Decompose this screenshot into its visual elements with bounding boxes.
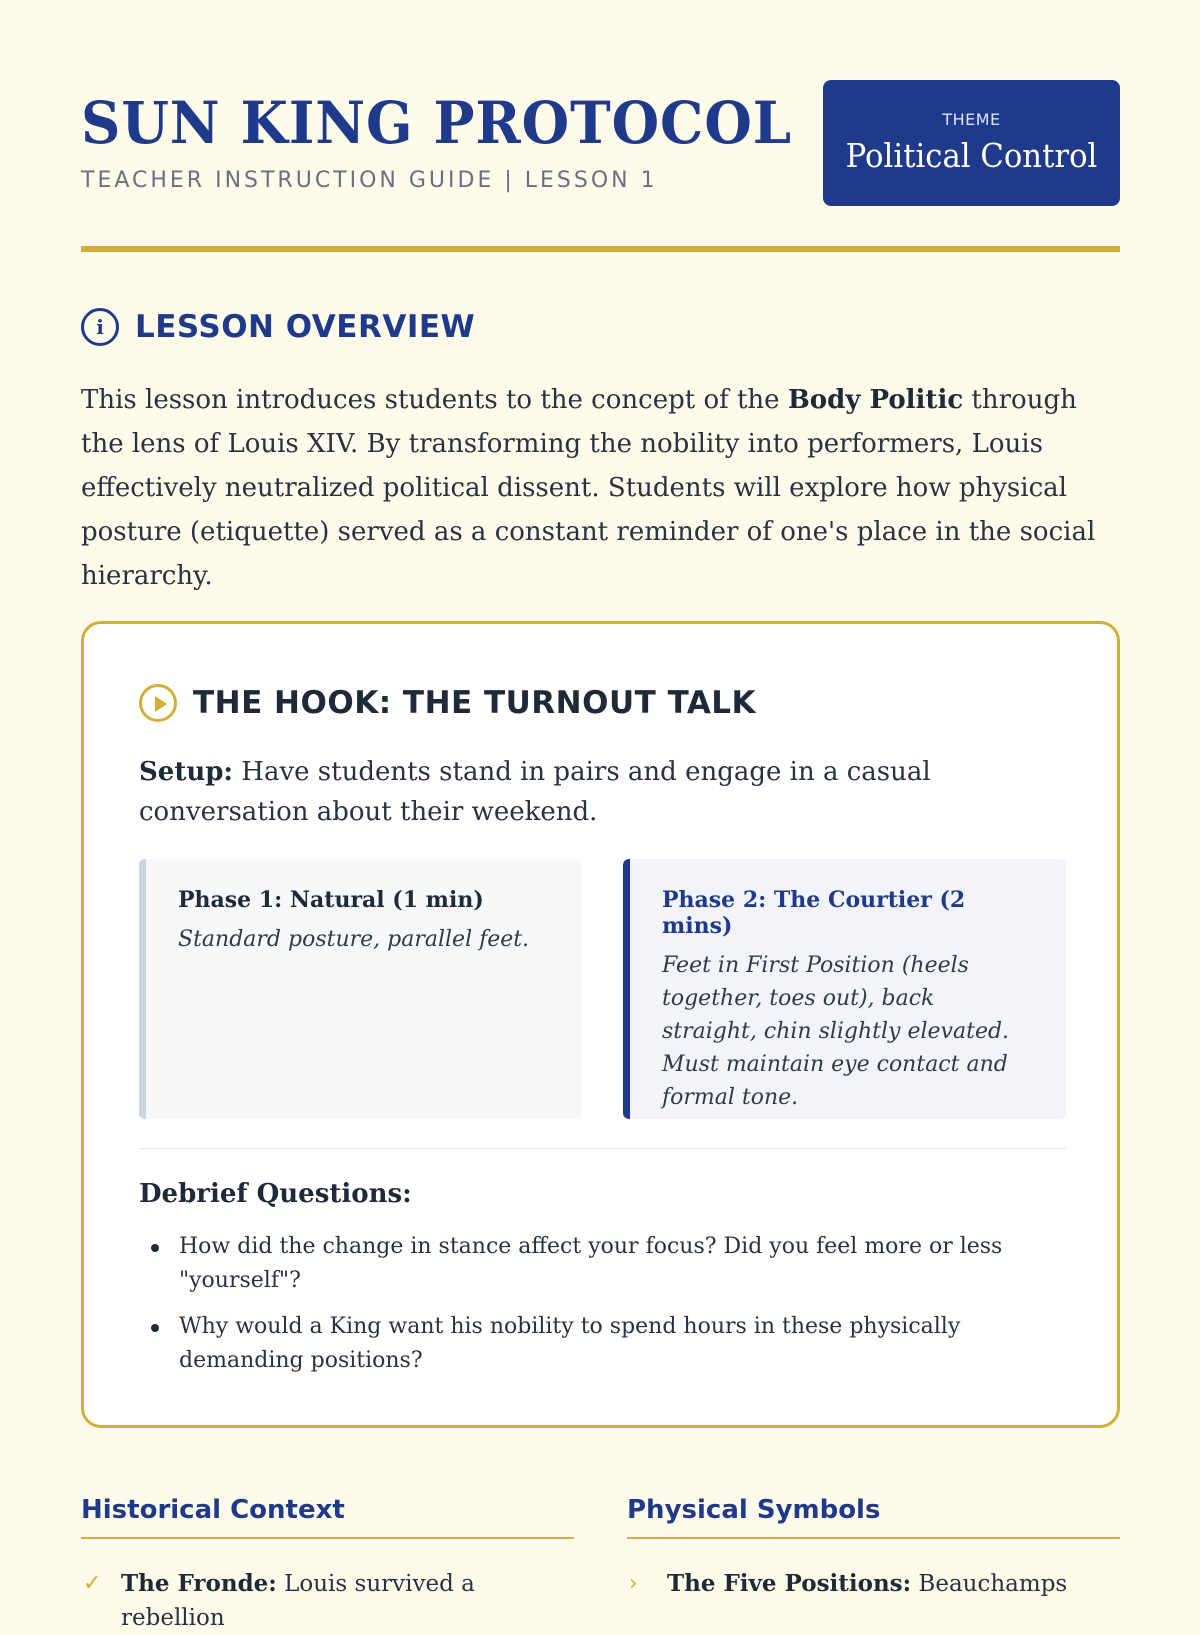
theme-label: THEME [942, 110, 1001, 129]
historical-context-section [81, 1495, 574, 1635]
item-label: The Fronde: [121, 1570, 277, 1597]
overview-text [81, 378, 1120, 598]
theme-badge [823, 80, 1120, 206]
list-item: Why would a King want his nobility to spend hours in these physically demanding positions? [139, 1310, 1039, 1378]
hook-heading [139, 684, 756, 722]
phase-card [139, 859, 582, 1119]
debrief-list [139, 1230, 1039, 1390]
list-item [81, 1567, 574, 1635]
item-text: Beauchamps [911, 1571, 1068, 1597]
check-icon: ✓ [83, 1571, 102, 1596]
theme-value: Political Control [845, 136, 1098, 175]
phase-description: Feet in First Position (heels together, toes out), back straight, chin slightly elevated. Must maintain eye contact and formal tone. [662, 953, 1010, 1110]
setup-body: Have students stand in pairs and engage in a casual conversation about their weekend. [139, 757, 931, 827]
phase-title: Phase 1: Natural (1 min) [178, 887, 484, 913]
phase-title: Phase 2: The Courtier (2 mins) [662, 887, 966, 939]
hook-card [81, 621, 1120, 1428]
list-item [627, 1567, 1120, 1601]
overview-heading [81, 308, 475, 346]
phase-description: Standard posture, parallel feet. [178, 927, 530, 952]
header-divider [81, 246, 1120, 252]
header [81, 80, 1120, 250]
page-subtitle: TEACHER INSTRUCTION GUIDE | LESSON 1 [81, 168, 658, 193]
item-label: The Five Positions: [667, 1570, 912, 1597]
hook-title: THE HOOK: THE TURNOUT TALK [193, 685, 757, 721]
overview-text-part: through the lens of Louis XIV. By transforming the nobility into performers, Louis effectively neutralized political dissent. Students will explore how physical posture (etiquette) served as a constant reminder of one's place in the social hierarchy. [81, 385, 1096, 591]
phase-card [623, 859, 1066, 1119]
info-icon: i [81, 308, 119, 346]
list-item: How did the change in stance affect your focus? Did you feel more or less "yourself"? [139, 1230, 1039, 1298]
overview-title: LESSON OVERVIEW [135, 309, 476, 345]
section-title: Historical Context [81, 1495, 574, 1539]
setup-label: Setup: [139, 757, 234, 787]
chevron-right-icon: › [629, 1571, 638, 1596]
divider [139, 1148, 1066, 1149]
overview-bold-term: Body Politic [787, 385, 964, 415]
page-title: SUN KING PROTOCOL [81, 89, 793, 157]
physical-symbols-section [627, 1495, 1120, 1601]
setup-text [139, 752, 1079, 832]
overview-text-part: This lesson introduces students to the concept of the [81, 385, 788, 415]
section-title: Physical Symbols [627, 1495, 1120, 1539]
item-text: Louis survived a rebellion [121, 1571, 475, 1631]
debrief-title: Debrief Questions: [139, 1179, 412, 1209]
play-icon [139, 684, 177, 722]
